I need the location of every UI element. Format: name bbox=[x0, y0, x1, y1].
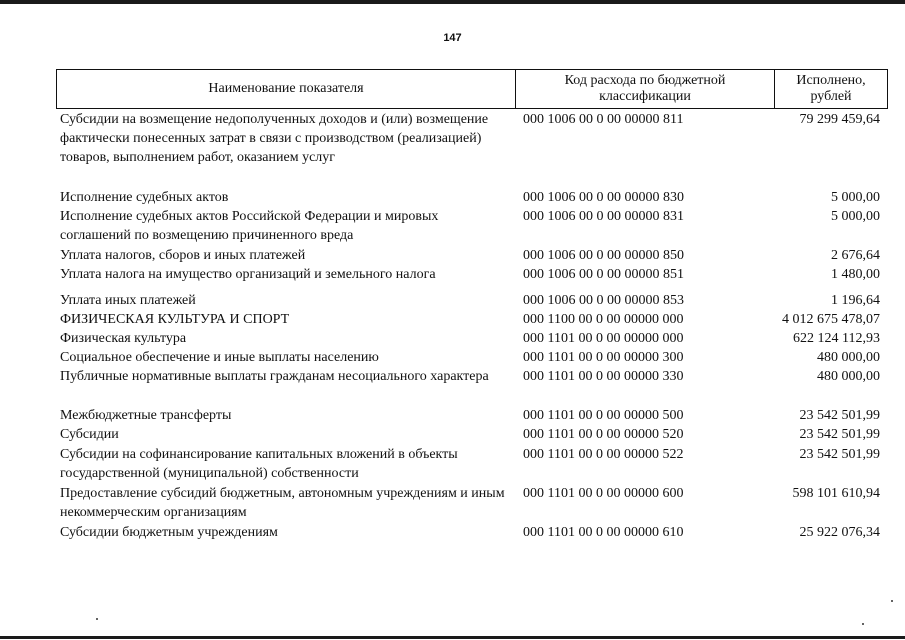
row-name: Исполнение судебных актов bbox=[60, 190, 229, 205]
row-value: 1 196,64 bbox=[831, 293, 880, 308]
top-rule bbox=[0, 0, 905, 4]
row-value: 622 124 112,93 bbox=[793, 331, 880, 346]
row-name: Социальное обеспечение и иные выплаты населению bbox=[60, 350, 379, 365]
row-code: 000 1006 00 0 00 00000 850 bbox=[523, 248, 684, 263]
column-header-name: Наименование показателя bbox=[57, 70, 516, 108]
row-value: 25 922 076,34 bbox=[799, 525, 880, 540]
row-code: 000 1006 00 0 00 00000 853 bbox=[523, 293, 684, 308]
row-code: 000 1101 00 0 00 00000 600 bbox=[523, 486, 684, 501]
scan-speck bbox=[862, 623, 864, 625]
column-header-value: Исполнено, рублей bbox=[796, 73, 866, 104]
row-value: 79 299 459,64 bbox=[799, 112, 880, 127]
row-name: Предоставление субсидий бюджетным, автономным учреждениям и иным некоммерческим организациям bbox=[60, 486, 505, 520]
row-code: 000 1101 00 0 00 00000 330 bbox=[523, 369, 684, 384]
row-code: 000 1100 00 0 00 00000 000 bbox=[523, 312, 684, 327]
row-code: 000 1101 00 0 00 00000 520 bbox=[523, 427, 684, 442]
row-name: Межбюджетные трансферты bbox=[60, 408, 232, 423]
row-code: 000 1101 00 0 00 00000 000 bbox=[523, 331, 684, 346]
row-code: 000 1101 00 0 00 00000 522 bbox=[523, 447, 684, 462]
row-value: 480 000,00 bbox=[817, 350, 880, 365]
row-name: Уплата иных платежей bbox=[60, 293, 196, 308]
row-value: 23 542 501,99 bbox=[799, 427, 880, 442]
row-value: 1 480,00 bbox=[831, 267, 880, 282]
row-code: 000 1101 00 0 00 00000 300 bbox=[523, 350, 684, 365]
row-value: 5 000,00 bbox=[831, 209, 880, 224]
row-name: Публичные нормативные выплаты гражданам несоциального характера bbox=[60, 369, 489, 384]
bottom-rule bbox=[0, 636, 905, 639]
row-value: 598 101 610,94 bbox=[792, 486, 880, 501]
row-code: 000 1006 00 0 00 00000 830 bbox=[523, 190, 684, 205]
row-code: 000 1101 00 0 00 00000 500 bbox=[523, 408, 684, 423]
column-header-code: Код расхода по бюджетной классификации bbox=[516, 70, 775, 108]
row-value: 23 542 501,99 bbox=[799, 408, 880, 423]
row-name: Исполнение судебных актов Российской Федерации и мировых соглашений по возмещению причиненного вреда bbox=[60, 209, 439, 243]
row-name: Субсидии бюджетным учреждениям bbox=[60, 525, 278, 540]
row-name: Уплата налогов, сборов и иных платежей bbox=[60, 248, 306, 263]
row-name: ФИЗИЧЕСКАЯ КУЛЬТУРА И СПОРТ bbox=[60, 312, 290, 327]
scan-speck bbox=[96, 618, 98, 620]
row-name: Уплата налога на имущество организаций и земельного налога bbox=[60, 267, 436, 282]
row-name: Физическая культура bbox=[60, 331, 187, 346]
page-number: 147 bbox=[443, 32, 462, 44]
row-value: 4 012 675 478,07 bbox=[782, 312, 880, 327]
row-code: 000 1006 00 0 00 00000 831 bbox=[523, 209, 684, 224]
scan-speck bbox=[891, 600, 893, 602]
row-name: Субсидии на возмещение недополученных доходов и (или) возмещение фактически понесенных затрат в связи с производством (реализацией) товаров, выполнением работ, оказанием услуг bbox=[60, 112, 489, 165]
row-code: 000 1101 00 0 00 00000 610 bbox=[523, 525, 684, 540]
table-header bbox=[56, 69, 888, 109]
row-value: 23 542 501,99 bbox=[799, 447, 880, 462]
row-code: 000 1006 00 0 00 00000 811 bbox=[523, 112, 684, 127]
row-name: Субсидии на софинансирование капитальных вложений в объекты государственной (муниципальной) собственности bbox=[60, 447, 458, 481]
row-name: Субсидии bbox=[60, 427, 119, 442]
row-code: 000 1006 00 0 00 00000 851 bbox=[523, 267, 684, 282]
row-value: 2 676,64 bbox=[831, 248, 880, 263]
row-value: 5 000,00 bbox=[831, 190, 880, 205]
row-value: 480 000,00 bbox=[817, 369, 880, 384]
